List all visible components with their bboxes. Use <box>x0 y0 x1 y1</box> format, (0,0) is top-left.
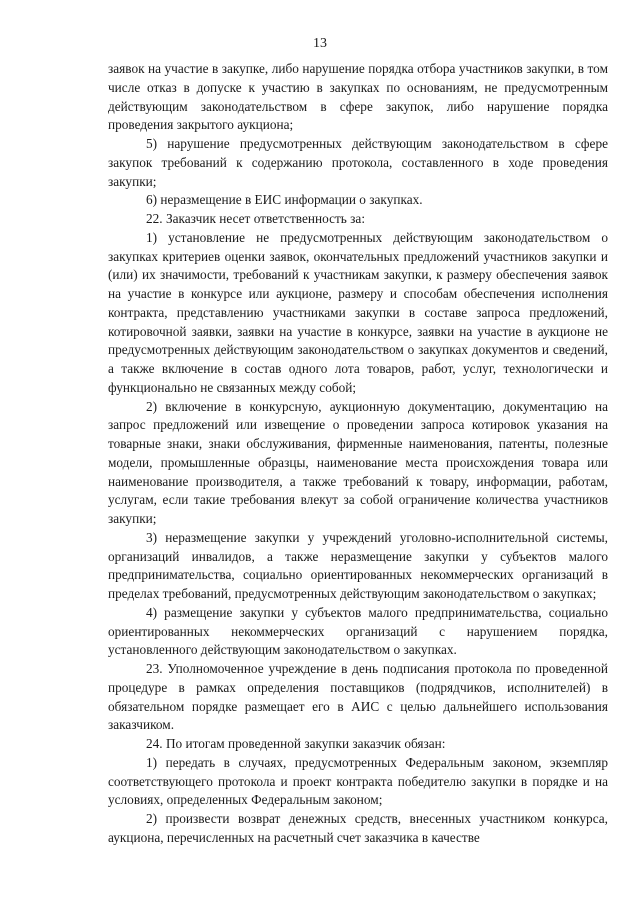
paragraph-24-item-2: 2) произвести возврат денежных средств, внесенных участником конкурса, аукциона, перечисленных на расчетный счет заказчика в качестве <box>108 811 608 845</box>
document-body <box>108 60 608 848</box>
paragraph-22-item-2: 2) включение в конкурсную, аукционную документацию, документацию на запрос предложений или извещение о проведении запроса котировок указания на товарные знаки, знаки обслуживания, фирменные наименования, патенты, полезные модели, промышленные образцы, наименование места происхождения товара или наименование производителя, а также требований к товару, информации, работам, услугам, если такие требования влекут за собой ограничение количества участников закупки; <box>108 398 608 526</box>
paragraph-item-5: 5) нарушение предусмотренных действующим законодательством в сфере закупок требований к содержанию протокола, составленного в ходе проведения закупки; <box>108 136 608 189</box>
paragraph-22-item-3: 3) неразмещение закупки у учреждений уголовно-исполнительной системы, организаций инвалидов, а также неразмещение закупки у субъектов малого предпринимательства, социально ориентированных некоммерческих организаций в пределах требований, предусмотренных действующим законодательством о закупках; <box>108 529 608 601</box>
paragraph-continuation: заявок на участие в закупке, либо нарушение порядка отбора участников закупки, в том числе отказ в допуске к участию в закупках по основаниям, не предусмотренным действующим законодательством в сфере закупок, либо нарушение порядка проведения закрытого аукциона; <box>108 61 608 133</box>
page-number: 13 <box>313 36 327 51</box>
paragraph-22-item-1: 1) установление не предусмотренных действующим законодательством о закупках критериев оценки заявок, окончательных предложений участников закупки и (или) их значимости, требований к участникам закупки, к размеру обеспечения заявок на участие в конкурсе или аукционе, размеру и способам обеспечения исполнения контракта, представлению участниками закупки в составе запроса предложений, котировочной заявки, заявки на участие в конкурсе, заявки на участие в аукционе не предусмотренных действующим законодательством о закупках документов и сведений, а также включение в состав одного лота товаров, работ, услуг, технологически и функционально не связанных между собой; <box>108 229 608 395</box>
paragraph-22-item-4: 4) размещение закупки у субъектов малого предпринимательства, социально ориентированных некоммерческих организаций с нарушением порядка, установленного действующим законодательством о закупках. <box>108 604 608 658</box>
paragraph-section-23: 23. Уполномоченное учреждение в день подписания протокола по проведенной процедуре в рамках определения поставщиков (подрядчиков, исполнителей) в обязательном порядке размещает его в АИС с целью дальнейшего использования заказчиком. <box>108 661 608 733</box>
paragraph-section-24: 24. По итогам проведенной закупки заказчик обязан: <box>146 736 446 751</box>
paragraph-section-22: 22. Заказчик несет ответственность за: <box>146 211 366 226</box>
paragraph-item-6: 6) неразмещение в ЕИС информации о закупках. <box>146 192 423 208</box>
paragraph-24-item-1: 1) передать в случаях, предусмотренных Федеральным законом, экземпляр соответствующего протокола и проект контракта победителю закупки в порядке и на условиях, определенных Федеральным законом; <box>108 754 608 808</box>
